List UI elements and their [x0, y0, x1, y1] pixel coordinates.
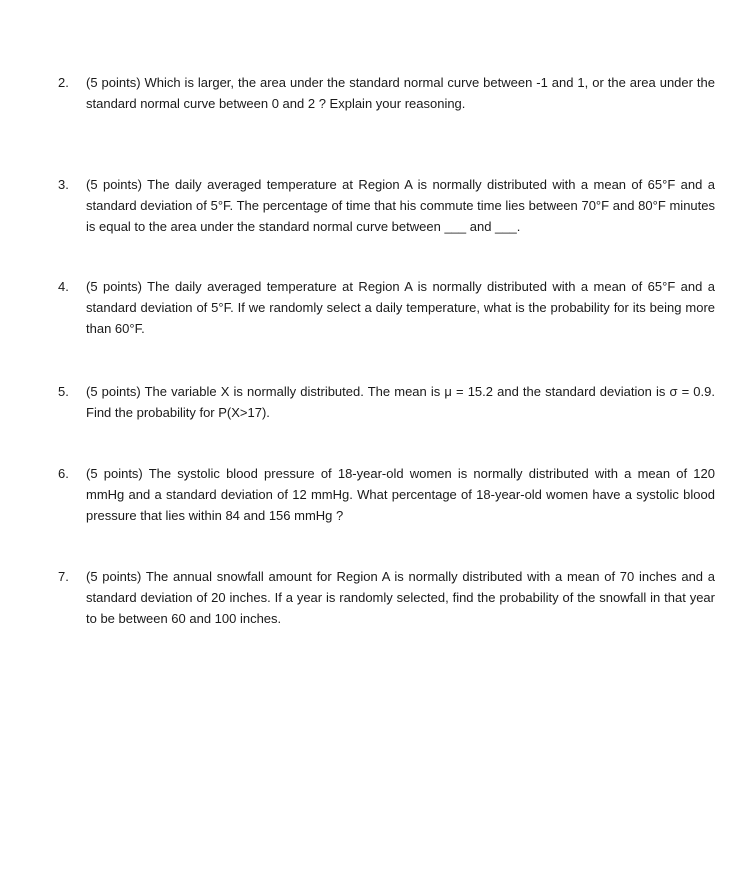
question-number: 2. [58, 75, 69, 90]
question-number: 6. [58, 466, 69, 481]
question-7 [58, 566, 715, 629]
question-number: 7. [58, 569, 69, 584]
question-number: 4. [58, 279, 69, 294]
question-text: (5 points) The annual snowfall amount for Region A is normally distributed with a mean of 70 inches and a standard deviation of 20 inches. If a year is randomly selected, find the probability of the snowfall in that year to be between 60 and 100 inches. [86, 569, 715, 626]
question-4 [58, 276, 715, 339]
question-text: (5 points) The variable X is normally distributed. The mean is μ = 15.2 and the standard deviation is σ = 0.9. Find the probability for P(X>17). [86, 384, 715, 420]
question-5 [58, 381, 715, 423]
question-6 [58, 463, 715, 526]
question-3 [58, 174, 715, 237]
question-text: (5 points) The daily averaged temperature at Region A is normally distributed with a mean of 65°F and a standard deviation of 5°F. The percentage of time that his commute time lies between 70°F and 80°F minutes is equal to the area under the standard normal curve between ___ and ___. [86, 177, 715, 234]
question-number: 3. [58, 177, 69, 192]
question-2 [58, 72, 715, 114]
question-text: (5 points) The systolic blood pressure of 18-year-old women is normally distributed with a mean of 120 mmHg and a standard deviation of 12 mmHg. What percentage of 18-year-old women have a systolic blood pressure that lies within 84 and 156 mmHg ? [86, 466, 715, 523]
question-text: (5 points) Which is larger, the area under the standard normal curve between -1 and 1, or the area under the standard normal curve between 0 and 2 ? Explain your reasoning. [86, 75, 715, 111]
question-number: 5. [58, 384, 69, 399]
question-text: (5 points) The daily averaged temperature at Region A is normally distributed with a mean of 65°F and a standard deviation of 5°F. If we randomly select a daily temperature, what is the probability for its being more than 60°F. [86, 279, 715, 336]
